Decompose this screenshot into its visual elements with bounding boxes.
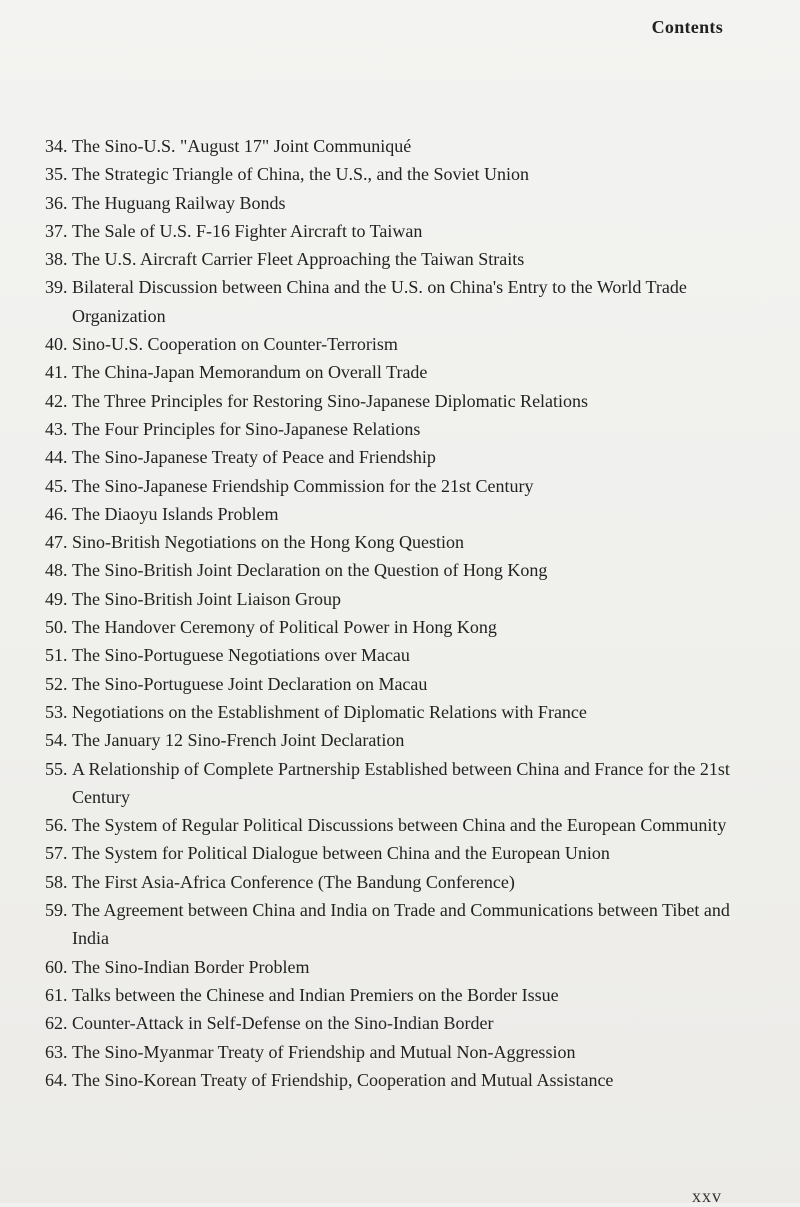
toc-entry-title: The System of Regular Political Discussions between China and the European Community: [72, 815, 727, 836]
toc-entry: [45, 160, 745, 188]
toc-entry: [45, 981, 745, 1009]
toc-entry: [45, 528, 745, 556]
toc-entry: [45, 358, 745, 386]
toc-entry-title: The Sino-Myanmar Treaty of Friendship and Mutual Non-Aggression: [72, 1041, 576, 1062]
toc-entry-number: 64.: [45, 1069, 68, 1090]
toc-entry-title: The Sino-Indian Border Problem: [72, 956, 310, 977]
running-head: Contents: [651, 17, 723, 37]
toc-entry-number: 54.: [45, 730, 68, 751]
toc-entry: [45, 443, 745, 471]
toc-entry: [45, 641, 745, 669]
toc-entry-title: The Strategic Triangle of China, the U.S., and the Soviet Union: [72, 164, 529, 185]
toc-entry-number: 37.: [45, 220, 68, 241]
toc-entry-title: A Relationship of Complete Partnership Established between China and France for the 21st Century: [72, 758, 730, 807]
toc-entry-number: 57.: [45, 843, 68, 864]
toc-entry-title: Talks between the Chinese and Indian Premiers on the Border Issue: [72, 984, 559, 1005]
toc-entry-title: The Sino-Korean Treaty of Friendship, Cooperation and Mutual Assistance: [72, 1069, 614, 1090]
toc-entry-title: The Agreement between China and India on Trade and Communications between Tibet and India: [72, 900, 730, 949]
toc-entry-number: 43.: [45, 418, 68, 439]
toc-entry-title: The Huguang Railway Bonds: [72, 192, 286, 213]
toc-entry-number: 55.: [45, 758, 68, 779]
toc-entry-title: Sino-U.S. Cooperation on Counter-Terrorism: [72, 334, 398, 355]
toc-entry-number: 56.: [45, 815, 68, 836]
toc-entry-title: The Sino-U.S. "August 17" Joint Communiqué: [72, 136, 412, 156]
toc-entry-number: 52.: [45, 673, 68, 694]
toc-entry-number: 35.: [45, 164, 68, 185]
toc-entry: [45, 273, 745, 330]
toc-entry: [45, 1066, 745, 1094]
toc-entry-number: 62.: [45, 1013, 68, 1034]
toc-entry-number: 49.: [45, 588, 68, 609]
toc-entry-number: 46.: [45, 503, 68, 524]
toc-entry: [45, 500, 745, 528]
toc-entry: [45, 217, 745, 245]
toc-entry: [45, 811, 745, 839]
toc-entry: [45, 189, 745, 217]
toc-entry: [45, 868, 745, 896]
toc-entry-title: The Sale of U.S. F-16 Fighter Aircraft to Taiwan: [72, 220, 423, 241]
toc-entry: [45, 330, 745, 358]
toc-entry: [45, 726, 745, 754]
toc-entry-title: The U.S. Aircraft Carrier Fleet Approaching the Taiwan Straits: [72, 249, 525, 270]
toc-entry-title: The System for Political Dialogue between China and the European Union: [72, 843, 610, 864]
toc-entry-title: The January 12 Sino-French Joint Declaration: [72, 730, 405, 751]
toc-entry-title: The Sino-Portuguese Negotiations over Macau: [72, 645, 410, 666]
toc-entry: [45, 698, 745, 726]
toc-entry: [45, 839, 745, 867]
toc-entry-title: The Sino-British Joint Liaison Group: [72, 588, 341, 609]
toc-entry-title: Negotiations on the Establishment of Diplomatic Relations with France: [72, 701, 587, 722]
toc-entry-title: Bilateral Discussion between China and the U.S. on China's Entry to the World Trade Organization: [72, 277, 687, 326]
toc-entry: [45, 670, 745, 698]
toc-entry-title: Counter-Attack in Self-Defense on the Sino-Indian Border: [72, 1013, 494, 1034]
toc-entry-number: 34.: [45, 136, 68, 156]
table-of-contents: [45, 132, 745, 1094]
toc-entry-number: 61.: [45, 984, 68, 1005]
toc-entry-number: 38.: [45, 249, 68, 270]
toc-entry-number: 60.: [45, 956, 68, 977]
toc-entry-title: The First Asia-Africa Conference (The Bandung Conference): [72, 871, 515, 892]
toc-entry-number: 48.: [45, 560, 68, 581]
toc-entry-title: The Sino-Japanese Friendship Commission for the 21st Century: [72, 475, 534, 496]
toc-entry-title: The Four Principles for Sino-Japanese Relations: [72, 418, 421, 439]
toc-entry-number: 44.: [45, 447, 68, 468]
toc-entry-title: The Three Principles for Restoring Sino-Japanese Diplomatic Relations: [72, 390, 589, 411]
toc-entry: [45, 585, 745, 613]
toc-entry-number: 40.: [45, 334, 68, 355]
toc-entry: [45, 1009, 745, 1037]
toc-entry-number: 50.: [45, 617, 68, 638]
toc-entry: [45, 755, 745, 812]
toc-entry-title: Sino-British Negotiations on the Hong Kong Question: [72, 532, 464, 553]
toc-entry-title: The Sino-British Joint Declaration on the Question of Hong Kong: [72, 560, 548, 581]
toc-entry-title: The China-Japan Memorandum on Overall Trade: [72, 362, 428, 383]
toc-entry-title: The Sino-Japanese Treaty of Peace and Friendship: [72, 447, 436, 468]
toc-entry-number: 59.: [45, 900, 68, 921]
toc-entry-number: 63.: [45, 1041, 68, 1062]
toc-entry-title: The Handover Ceremony of Political Power in Hong Kong: [72, 617, 497, 638]
toc-entry-number: 36.: [45, 192, 68, 213]
toc-entry-title: The Diaoyu Islands Problem: [72, 503, 279, 524]
toc-entry-number: 39.: [45, 277, 68, 298]
toc-entry: [45, 953, 745, 981]
toc-entry-number: 47.: [45, 532, 68, 553]
page-number: xxv: [692, 1186, 722, 1206]
toc-entry: [45, 245, 745, 273]
toc-entry-number: 42.: [45, 390, 68, 411]
toc-entry: [45, 472, 745, 500]
toc-entry: [45, 387, 745, 415]
toc-entry: [45, 613, 745, 641]
toc-entry: [45, 132, 745, 160]
toc-entry: [45, 415, 745, 443]
toc-entry-number: 53.: [45, 701, 68, 722]
toc-entry-number: 45.: [45, 475, 68, 496]
toc-entry-number: 41.: [45, 362, 68, 383]
toc-entry: [45, 1038, 745, 1066]
toc-entry-number: 51.: [45, 645, 68, 666]
toc-entry: [45, 896, 745, 953]
toc-entry-number: 58.: [45, 871, 68, 892]
toc-entry-title: The Sino-Portuguese Joint Declaration on Macau: [72, 673, 428, 694]
toc-entry: [45, 556, 745, 584]
